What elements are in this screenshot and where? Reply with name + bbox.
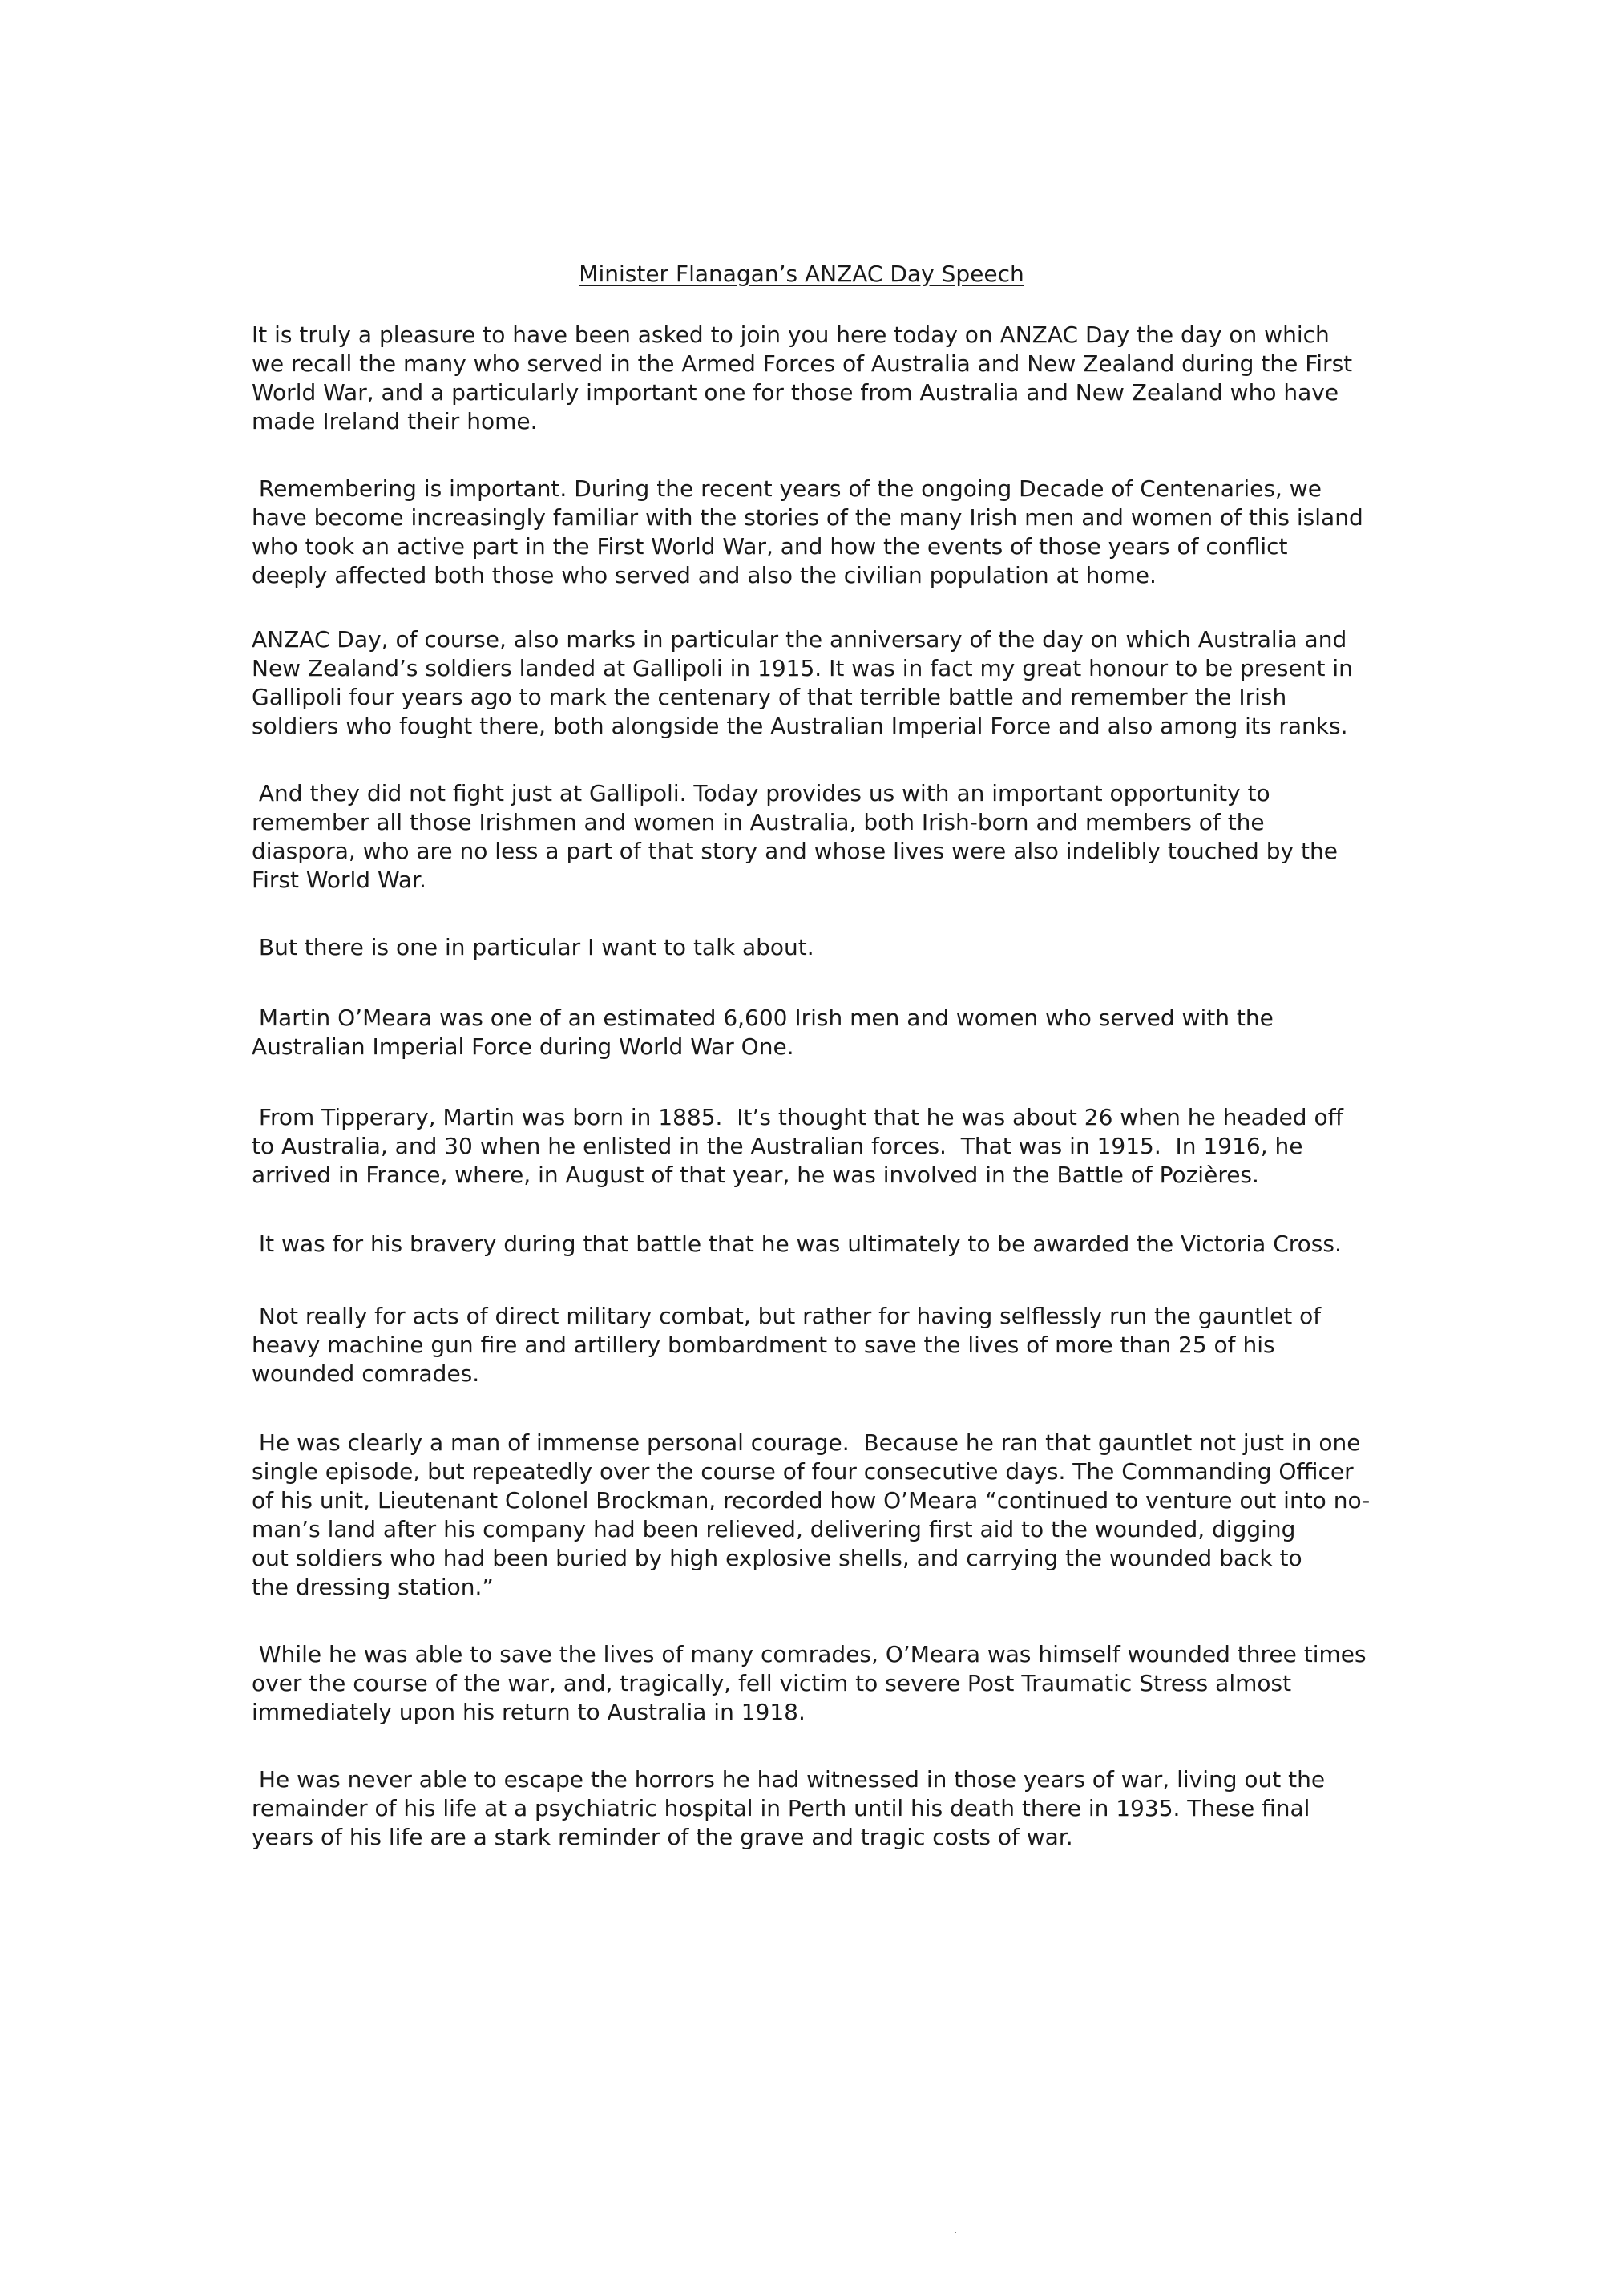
page-dot-mark: ·	[954, 2227, 958, 2240]
paragraph-line: Gallipoli four years ago to mark the centenary of that terrible battle and remember the Irish	[252, 684, 1287, 710]
paragraph-11	[252, 1640, 1406, 1727]
paragraph-line: He was clearly a man of immense personal courage. Because he ran that gauntlet not just in one	[252, 1429, 1361, 1456]
paragraph-10	[252, 1429, 1406, 1602]
paragraph-line: It was for his bravery during that battle that he was ultimately to be awarded the Victoria Cross.	[252, 1231, 1342, 1257]
paragraph-line: soldiers who fought there, both alongside the Australian Imperial Force and also among its ranks.	[252, 713, 1348, 739]
paragraph-line: years of his life are a stark reminder of the grave and tragic costs of war.	[252, 1824, 1073, 1850]
paragraph-line: ANZAC Day, of course, also marks in particular the anniversary of the day on which Australia and	[252, 626, 1347, 653]
paragraph-line: And they did not fight just at Gallipoli. Today provides us with an important opportunity to	[252, 780, 1270, 806]
paragraph-line: New Zealand’s soldiers landed at Gallipoli in 1915. It was in fact my great honour to be present in	[252, 655, 1353, 681]
paragraph-line: Martin O’Meara was one of an estimated 6,600 Irish men and women who served with the	[252, 1004, 1274, 1031]
paragraph-line: immediately upon his return to Australia in 1918.	[252, 1699, 806, 1725]
paragraph-line: He was never able to escape the horrors he had witnessed in those years of war, living out the	[252, 1766, 1326, 1793]
paragraph-line: From Tipperary, Martin was born in 1885. It’s thought that he was about 26 when he headed off	[252, 1104, 1343, 1130]
paragraph-8	[252, 1230, 1406, 1259]
paragraph-2	[252, 475, 1406, 590]
paragraph-line: While he was able to save the lives of many comrades, O’Meara was himself wounded three times	[252, 1641, 1367, 1667]
paragraph-6	[252, 1004, 1406, 1061]
document-title: Minister Flanagan’s ANZAC Day Speech	[579, 261, 1024, 287]
paragraph-12	[252, 1765, 1406, 1852]
paragraph-line: World War, and a particularly important one for those from Australia and New Zealand who have	[252, 379, 1339, 406]
paragraph-line: Remembering is important. During the recent years of the ongoing Decade of Centenaries, we	[252, 475, 1322, 502]
paragraph-7	[252, 1103, 1406, 1190]
paragraph-line: But there is one in particular I want to talk about.	[252, 934, 814, 960]
paragraph-line: First World War.	[252, 867, 426, 893]
paragraph-3	[252, 625, 1406, 741]
paragraph-line: to Australia, and 30 when he enlisted in the Australian forces. That was in 1915. In 1916, he	[252, 1133, 1303, 1159]
paragraph-4	[252, 779, 1406, 895]
paragraph-line: Not really for acts of direct military combat, but rather for having selflessly run the gauntlet of	[252, 1303, 1322, 1329]
paragraph-line: remainder of his life at a psychiatric hospital in Perth until his death there in 1935. These final	[252, 1795, 1310, 1821]
paragraph-line: made Ireland their home.	[252, 408, 538, 435]
paragraph-5	[252, 933, 1406, 962]
paragraph-line: we recall the many who served in the Armed Forces of Australia and New Zealand during the First	[252, 350, 1353, 377]
paragraph-line: have become increasingly familiar with the stories of the many Irish men and women of this island	[252, 504, 1363, 531]
paragraph-line: diaspora, who are no less a part of that story and whose lives were also indelibly touched by the	[252, 838, 1338, 864]
paragraph-9	[252, 1302, 1406, 1389]
paragraph-line: Australian Imperial Force during World War One.	[252, 1033, 794, 1060]
paragraph-line: the dressing station.”	[252, 1574, 494, 1600]
paragraph-line: over the course of the war, and, tragically, fell victim to severe Post Traumatic Stress almost	[252, 1670, 1292, 1696]
paragraph-line: wounded comrades.	[252, 1360, 480, 1387]
paragraph-line: who took an active part in the First World War, and how the events of those years of conflict	[252, 533, 1288, 560]
paragraph-line: arrived in France, where, in August of that year, he was involved in the Battle of Pozières.	[252, 1162, 1259, 1188]
paragraph-line: single episode, but repeatedly over the course of four consecutive days. The Commanding Officer	[252, 1458, 1354, 1485]
paragraph-line: It is truly a pleasure to have been asked to join you here today on ANZAC Day the day on which	[252, 321, 1330, 348]
paragraph-line: out soldiers who had been buried by high explosive shells, and carrying the wounded back to	[252, 1545, 1302, 1571]
paragraph-line: man’s land after his company had been relieved, delivering first aid to the wounded, digging	[252, 1516, 1296, 1542]
paragraph-line: heavy machine gun fire and artillery bombardment to save the lives of more than 25 of his	[252, 1332, 1275, 1358]
paragraph-line: remember all those Irishmen and women in Australia, both Irish-born and members of the	[252, 809, 1265, 835]
paragraph-1	[252, 321, 1406, 436]
paragraph-line: of his unit, Lieutenant Colonel Brockman, recorded how O’Meara “continued to venture out into no-	[252, 1487, 1371, 1514]
paragraph-line: deeply affected both those who served and also the civilian population at home.	[252, 562, 1157, 588]
